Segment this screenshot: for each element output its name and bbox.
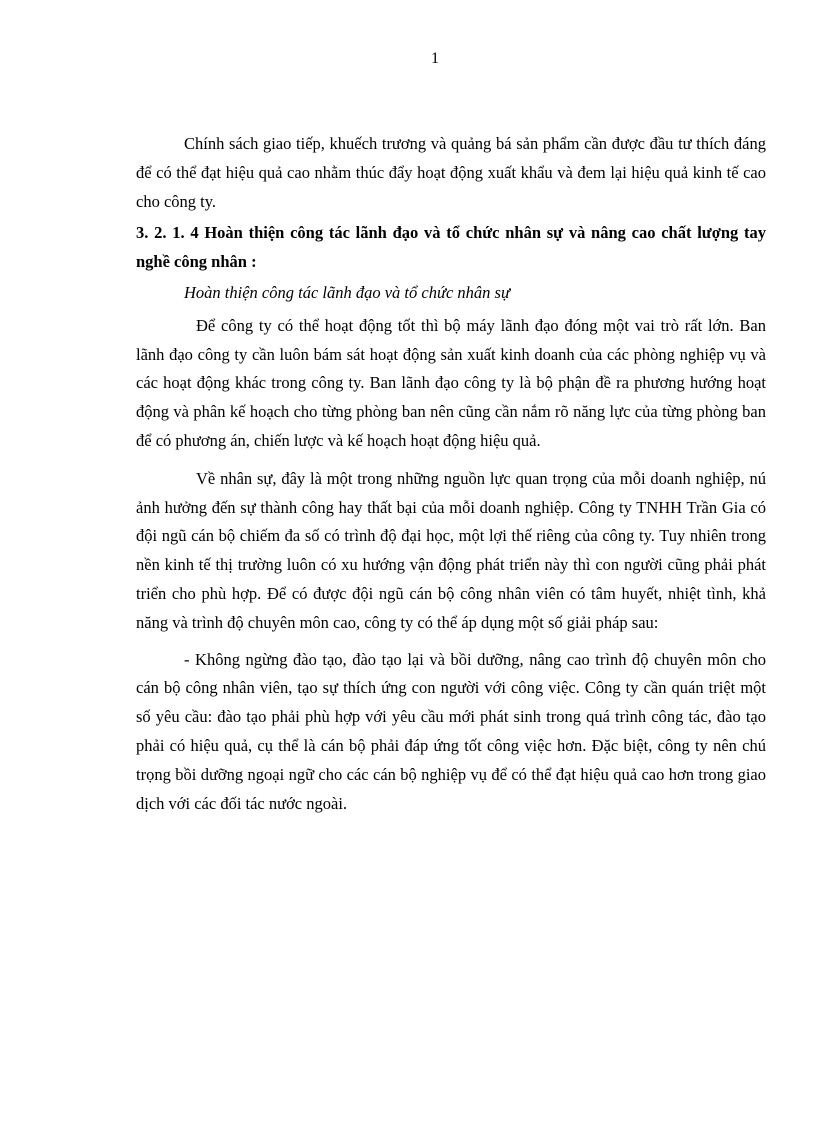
- section-heading: 3. 2. 1. 4 Hoàn thiện công tác lãnh đạo và tổ chức nhân sự và nâng cao chất lượng tay nghề công nhân :: [136, 223, 766, 272]
- document-body: [136, 130, 766, 818]
- paragraph-personnel: Về nhân sự, đây là một trong những nguồn lực quan trọng của mỗi doanh nghiệp, nú ảnh hưởng đến sự thành công hay thất bại của mỗi doanh nghiệp. Công ty TNHH Trần Gia có đội ngũ cán bộ chiếm đa số có trình độ đại học, một lợi thế riêng của công ty. Tuy nhiên trong nền kinh tế thị trường luôn có xu hướng vận động phát triển này thì con người cũng phải phát triển cho phù hợp. Để có được đội ngũ cán bộ công nhân viên có tâm huyết, nhiệt tình, khả năng và trình độ chuyên môn cao, công ty có thể áp dụng một số giải pháp sau:: [136, 468, 766, 632]
- paragraph-training: - Không ngừng đào tạo, đào tạo lại và bồi dưỡng, nâng cao trình độ chuyên môn cho cán bộ công nhân viên, tạo sự thích ứng con người với công việc. Công ty cần quán triệt một số yêu cầu: đào tạo phải phù hợp với yêu cầu mới phát sinh trong quá trình công tác, đào tạo phải có hiệu quả, cụ thể là cán bộ phải đáp ứng tốt công việc hơn. Đặc biệt, công ty nên chú trọng bồi dưỡng ngoại ngữ cho các cán bộ nghiệp vụ để có thể đạt hiệu quả cao hơn trong giao dịch với các đối tác nước ngoài.: [136, 649, 766, 813]
- paragraph-promotion-policy: Chính sách giao tiếp, khuếch trương và quảng bá sản phẩm cần được đầu tư thích đáng để có thể đạt hiệu quả cao nhằm thúc đẩy hoạt động xuất khẩu và đem lại hiệu quả kinh tế cao cho công ty.: [136, 134, 766, 211]
- paragraph-leadership: Để công ty có thể hoạt động tốt thì bộ máy lãnh đạo đóng một vai trò rất lớn. Ban lãnh đạo công ty cần luôn bám sát hoạt động sản xuất kinh doanh của các phòng nghiệp vụ và các hoạt động khác trong công ty. Ban lãnh đạo công ty là bộ phận đề ra phương hướng hoạt động và phân kế hoạch cho từng phòng ban nên cũng cần nắm rõ năng lực của từng phòng ban để có phương án, chiến lược và kế hoạch hoạt động hiệu quả.: [136, 315, 766, 450]
- page-number: 1: [431, 50, 439, 67]
- subsection-title: Hoàn thiện công tác lãnh đạo và tổ chức nhân sự: [184, 282, 510, 302]
